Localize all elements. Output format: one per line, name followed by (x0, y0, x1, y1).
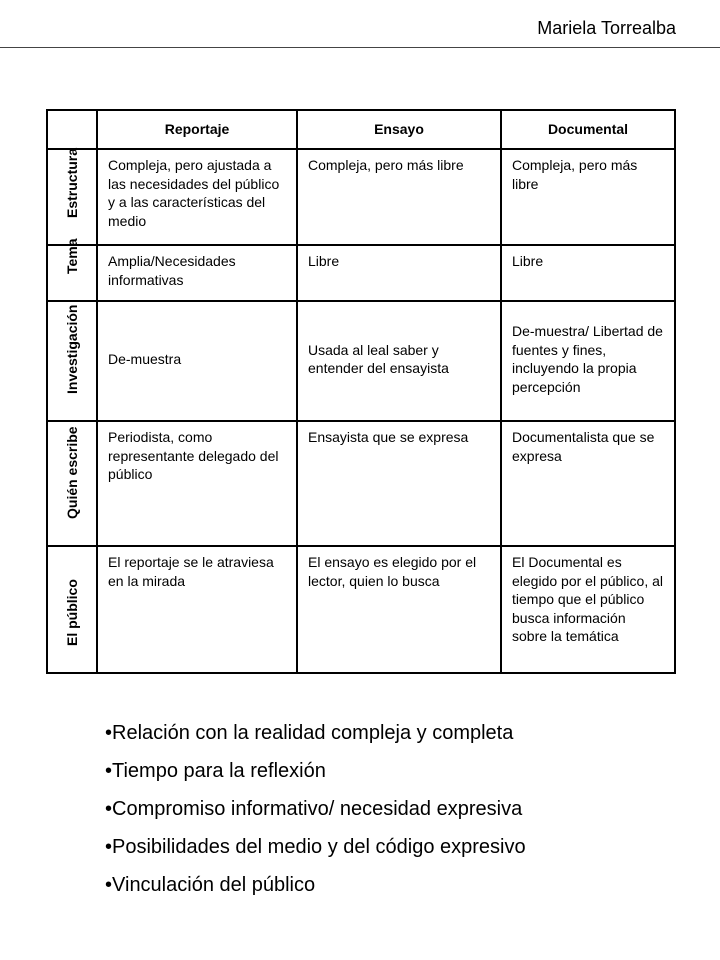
row-label: Tema (63, 237, 80, 274)
row-label: Estructura (63, 147, 80, 218)
row-header-el-publico (47, 546, 97, 673)
table-header-row (47, 110, 675, 149)
list-item: •Compromiso informativo/ necesidad expresiva (105, 798, 523, 820)
table-cell: Documentalista que se expresa (501, 421, 675, 546)
table-cell: Compleja, pero más libre (501, 149, 675, 245)
row-label: Investigación (63, 304, 80, 394)
list-item: •Tiempo para la reflexión (105, 760, 326, 782)
table-row-estructura (47, 149, 675, 245)
table-cell: Compleja, pero más libre (297, 149, 501, 245)
row-header-quien-escribe (47, 421, 97, 546)
comparison-table (46, 109, 676, 674)
table-cell: Usada al leal saber y entender del ensayista (297, 301, 501, 421)
table-cell: De-muestra (97, 301, 297, 421)
header-divider (0, 47, 720, 48)
table-row-tema (47, 245, 675, 301)
column-header-reportaje: Reportaje (97, 110, 297, 149)
table-cell: Libre (501, 245, 675, 301)
list-item: •Vinculación del público (105, 874, 316, 896)
table-cell: Libre (297, 245, 501, 301)
corner-cell (47, 110, 97, 149)
table-cell: Amplia/Necesidades informativas (97, 245, 297, 301)
table-cell: Compleja, pero ajustada a las necesidades del público y a las características del medio (97, 149, 297, 245)
column-header-documental: Documental (501, 110, 675, 149)
table-row-quien-escribe (47, 421, 675, 546)
row-label: El público (63, 578, 80, 646)
table-cell: De-muestra/ Libertad de fuentes y fines, incluyendo la propia percepción (501, 301, 675, 421)
table-cell: El reportaje se le atraviesa en la mirada (97, 546, 297, 673)
row-label: Quién escribe (63, 425, 80, 519)
table-cell: Periodista, como representante delegado del público (97, 421, 297, 546)
list-item: •Posibilidades del medio y del código expresivo (105, 836, 526, 858)
table-cell: El ensayo es elegido por el lector, quien lo busca (297, 546, 501, 673)
column-header-ensayo: Ensayo (297, 110, 501, 149)
table-row-el-publico (47, 546, 675, 673)
table-cell: Ensayista que se expresa (297, 421, 501, 546)
table-row-investigacion (47, 301, 675, 421)
row-header-investigacion (47, 301, 97, 421)
row-header-estructura (47, 149, 97, 245)
row-header-tema (47, 237, 97, 301)
table-cell: El Documental es elegido por el público, al tiempo que el público busca información sobre la temática (501, 546, 675, 673)
author-name: Mariela Torrealba (537, 18, 676, 38)
list-item: •Relación con la realidad compleja y completa (105, 722, 514, 744)
bullet-list (105, 714, 526, 904)
